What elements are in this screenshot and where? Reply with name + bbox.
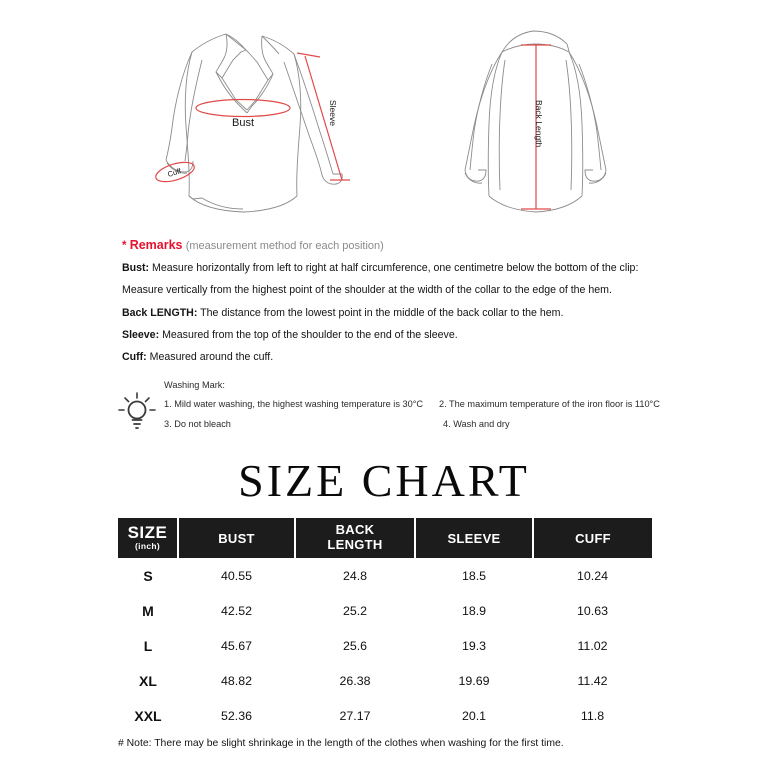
table-row: [118, 628, 652, 663]
table-row: [118, 593, 652, 628]
column-header-back-length: [295, 518, 415, 558]
remark-line-bust: [122, 261, 682, 276]
table-row: [118, 663, 652, 698]
remark-line-sleeve: [122, 328, 682, 343]
cell-bust: 45.67: [220, 638, 252, 653]
label-sleeve: Sleeve: [328, 100, 338, 126]
remark-key-bust: Bust:: [122, 262, 150, 274]
cell-size: S: [143, 567, 153, 584]
lightbulb-icon: [114, 390, 160, 434]
cell-bust: 52.36: [220, 708, 252, 723]
cell-cuff: 10.24: [576, 568, 608, 583]
table-header-row: [118, 518, 652, 558]
column-header-back-length-line1: BACK: [335, 522, 375, 538]
remark-text-vertical: Measure vertically from the highest point of the shoulder at the width of the collar to the edge of the hem.: [122, 284, 612, 297]
size-chart-table: [118, 518, 652, 733]
cell-sleeve: 18.5: [461, 568, 487, 583]
remark-line-cuff: [122, 350, 682, 365]
label-back-length: Back Length: [534, 100, 544, 148]
garment-illustrations: [0, 0, 768, 232]
remark-text-bust: Measure horizontally from left to right at half circumference, one centimetre below the bottom of the clip:: [152, 262, 639, 274]
table-row: [118, 558, 652, 593]
cell-size: L: [143, 637, 153, 654]
cell-back-length: 24.8: [342, 568, 368, 583]
remark-key-sleeve: Sleeve:: [122, 329, 160, 342]
cell-back-length: 27.17: [339, 708, 371, 723]
washing-item-1: 1. Mild water washing, the highest washing temperature is 30°C: [164, 399, 424, 409]
column-header-size-unit: (inch): [135, 541, 160, 552]
cell-size: M: [142, 602, 154, 619]
remark-line-vertical: [122, 283, 682, 298]
remarks-section: [122, 238, 682, 373]
cell-cuff: 10.63: [576, 603, 608, 618]
footer-note: # Note: There may be slight shrinkage in the length of the clothes when washing for the first time.: [118, 738, 564, 749]
column-header-back-length-line2: LENGTH: [327, 537, 383, 552]
column-header-sleeve: SLEEVE: [415, 518, 533, 558]
cell-sleeve: 20.1: [461, 708, 487, 723]
washing-item-4: 4. Wash and dry: [443, 419, 510, 429]
cell-cuff: 11.02: [577, 638, 608, 653]
column-header-cuff: CUFF: [533, 518, 652, 558]
cell-sleeve: 19.69: [458, 673, 490, 688]
cell-bust: 48.82: [220, 673, 252, 688]
bust-measure-ellipse: [196, 100, 290, 117]
label-bust: Bust: [231, 117, 255, 129]
remarks-star: *: [122, 240, 127, 252]
remark-line-back-length: [122, 306, 682, 321]
sleeve-measure-line: [297, 53, 350, 180]
remark-key-back-length: Back LENGTH:: [122, 306, 198, 319]
washing-mark-text: [164, 380, 684, 439]
cell-back-length: 25.2: [342, 603, 368, 618]
cell-sleeve: 18.9: [461, 603, 487, 618]
washing-row-2: [164, 419, 684, 439]
remark-text-back-length: The distance from the lowest point in the middle of the back collar to the hem.: [200, 306, 564, 319]
remark-key-cuff: Cuff:: [122, 351, 147, 364]
cell-bust: 42.52: [220, 603, 252, 618]
column-header-bust: BUST: [178, 518, 295, 558]
washing-item-3: 3. Do not bleach: [164, 419, 231, 429]
washing-mark-title: Washing Mark:: [164, 380, 225, 390]
cell-sleeve: 19.3: [461, 638, 487, 653]
remarks-title: [122, 238, 682, 252]
cell-size: XL: [139, 672, 157, 689]
remark-text-sleeve: Measured from the top of the shoulder to the end of the sleeve.: [162, 329, 458, 342]
table-row: [118, 698, 652, 733]
column-header-size: [118, 518, 178, 558]
remarks-heading: Remarks: [129, 238, 183, 252]
page-title: SIZE CHART: [238, 455, 530, 506]
cell-back-length: 25.6: [342, 638, 368, 653]
cell-back-length: 26.38: [339, 673, 371, 688]
column-header-size-main: SIZE: [127, 523, 168, 543]
cell-cuff: 11.8: [580, 708, 605, 723]
cell-size: XXL: [134, 707, 162, 724]
washing-row-1: [164, 399, 684, 419]
remarks-subheading: (measurement method for each position): [185, 240, 384, 252]
remark-text-cuff: Measured around the cuff.: [149, 351, 274, 364]
cell-bust: 40.55: [220, 568, 252, 583]
washing-mark-section: [114, 380, 684, 442]
label-cuff: Cuff: [166, 166, 183, 179]
cell-cuff: 11.42: [577, 673, 608, 688]
front-view-garment: [166, 34, 342, 212]
washing-item-2: 2. The maximum temperature of the iron floor is 110°C: [439, 399, 660, 409]
